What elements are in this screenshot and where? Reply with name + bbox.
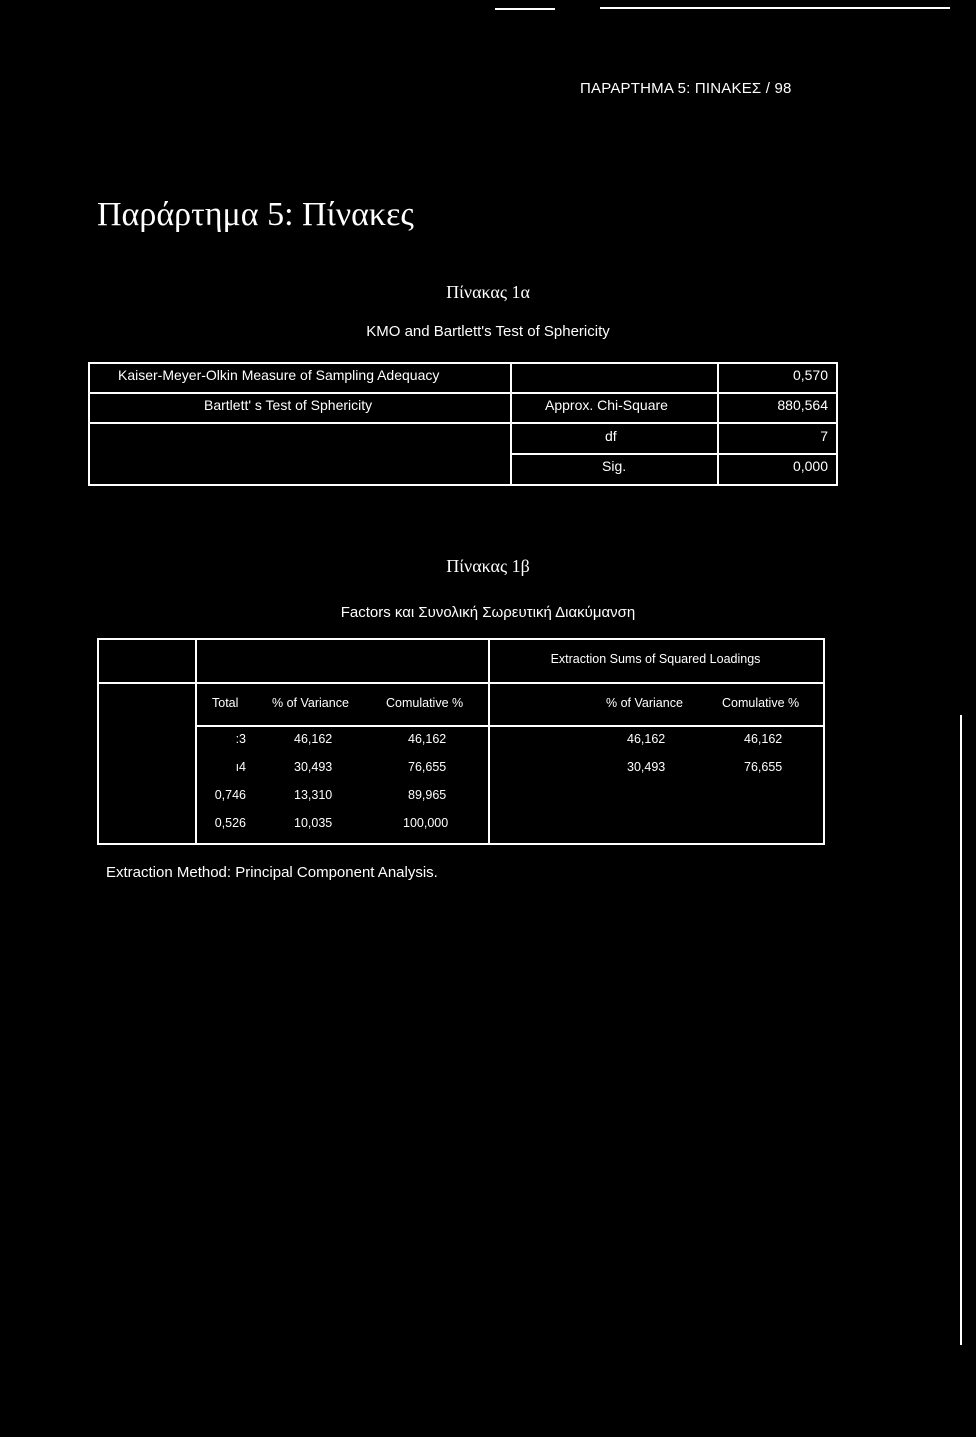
column-header: Total xyxy=(212,696,239,710)
page-title: Παράρτημα 5: Πίνακες xyxy=(97,196,414,233)
table-footnote: Extraction Method: Principal Component Analysis. xyxy=(106,864,438,881)
table-cell: 0,746 xyxy=(214,788,246,802)
scan-line xyxy=(600,7,950,9)
column-header: % of Variance xyxy=(606,696,683,710)
table-cell: 100,000 xyxy=(403,816,449,830)
page-header: ΠΑΡΑΡΤΗΜΑ 5: ΠΙΝΑΚΕΣ / 98 xyxy=(580,80,792,97)
table-cell: 46,162 xyxy=(627,732,666,746)
table-cell: 10,035 xyxy=(294,816,333,830)
table-1b-title: Πίνακας 1β xyxy=(446,556,530,576)
table-cell: :3 xyxy=(235,732,246,746)
kmo-label: Kaiser-Meyer-Olkin Measure of Sampling Adequacy xyxy=(118,367,440,383)
table-cell: 30,493 xyxy=(627,760,666,774)
table-cell: 89,965 xyxy=(408,788,447,802)
table-1b-subtitle: Factors και Συνολική Σωρευτική Διακύμανση xyxy=(340,604,636,621)
table-cell: 0,526 xyxy=(214,816,246,830)
scan-edge-line xyxy=(960,715,962,1345)
table-1a-title: Πίνακας 1α xyxy=(446,282,530,302)
kmo-value: 0,570 xyxy=(792,367,828,383)
table-cell: 30,493 xyxy=(294,760,333,774)
chi-square-value: 880,564 xyxy=(777,397,828,413)
table-cell: 13,310 xyxy=(294,788,333,802)
sig-value: 0,000 xyxy=(792,458,828,474)
table-cell: 76,655 xyxy=(408,760,447,774)
extraction-group-header: Extraction Sums of Squared Loadings xyxy=(550,652,761,666)
table-1a-subtitle: KMO and Bartlett's Test of Sphericity xyxy=(366,323,610,340)
chi-square-label: Approx. Chi-Square xyxy=(545,397,668,413)
table-cell: 46,162 xyxy=(744,732,783,746)
df-label: df xyxy=(605,428,617,444)
bartlett-label: Bartlett' s Test of Sphericity xyxy=(204,397,373,413)
column-header: Comulative % xyxy=(386,696,464,710)
table-cell: 46,162 xyxy=(294,732,333,746)
scan-line xyxy=(495,8,555,10)
table-cell: 76,655 xyxy=(744,760,783,774)
column-header: Comulative % xyxy=(722,696,800,710)
sig-label: Sig. xyxy=(602,458,627,474)
column-header: % of Variance xyxy=(272,696,349,710)
table-cell: ı4 xyxy=(235,760,246,774)
df-value: 7 xyxy=(820,428,828,444)
table-cell: 46,162 xyxy=(408,732,447,746)
